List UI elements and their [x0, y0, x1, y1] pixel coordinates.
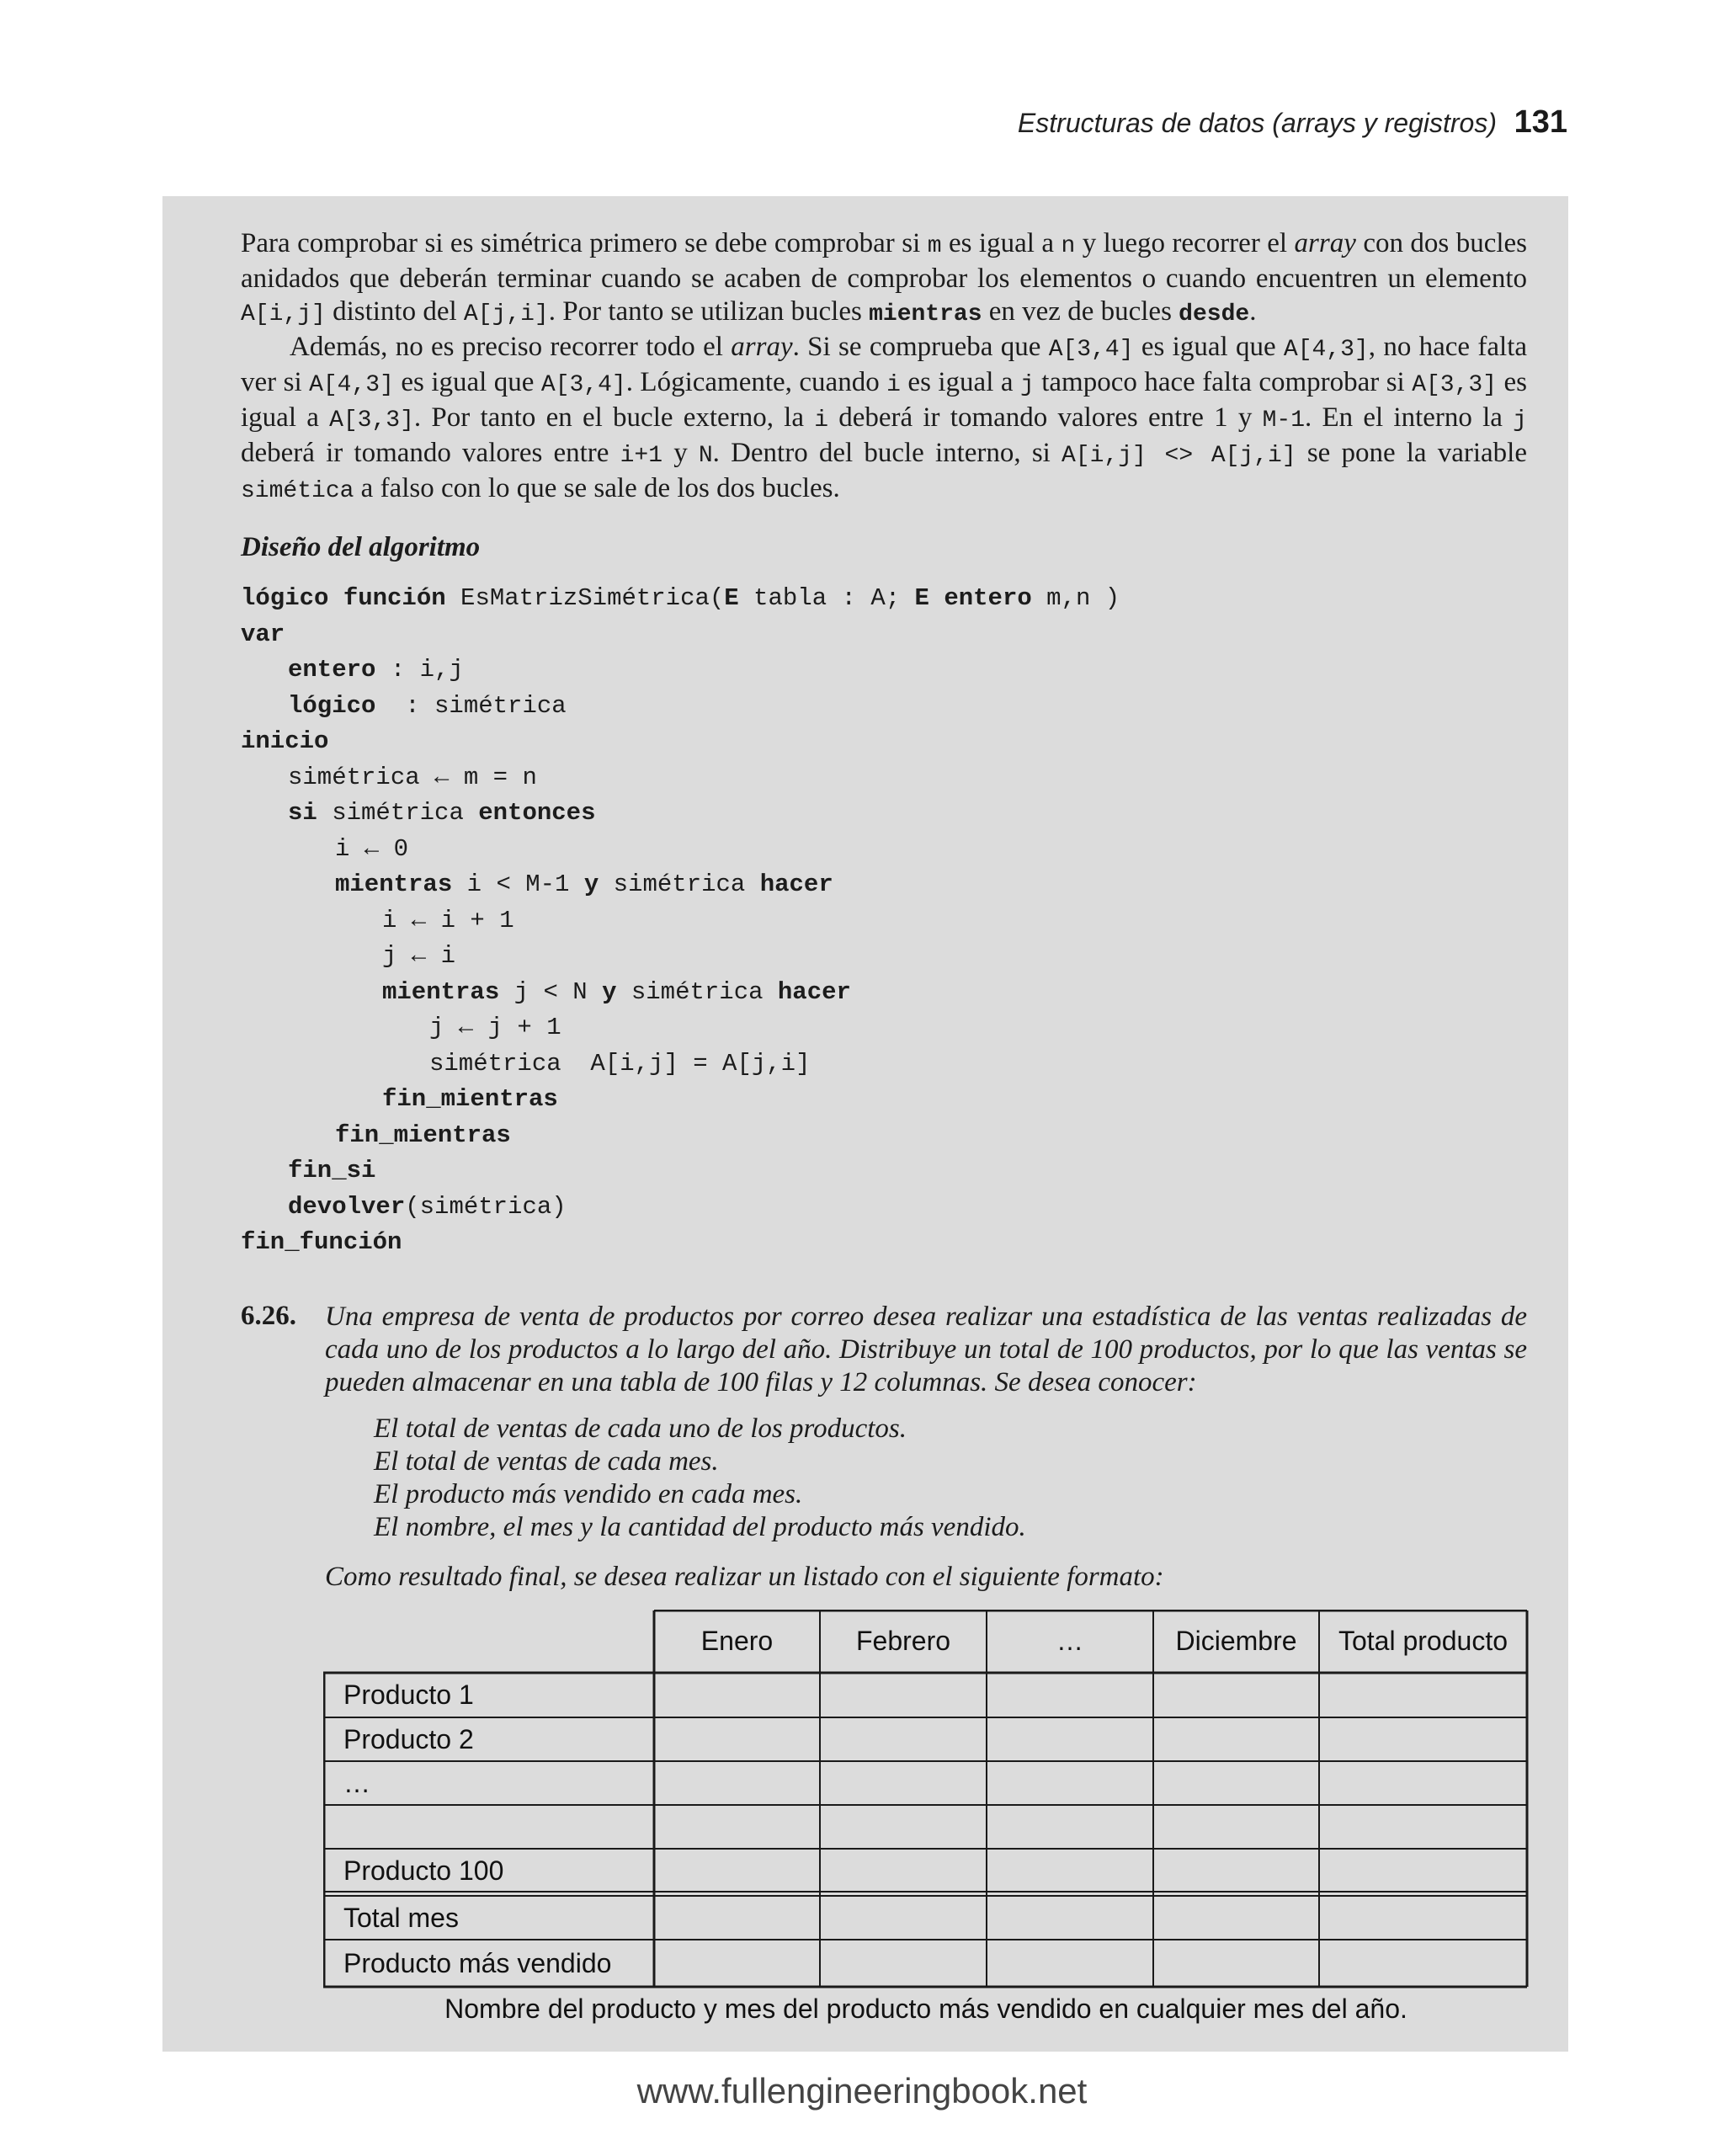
- code-line: devolver(simétrica): [288, 1192, 567, 1221]
- list-item: El producto más vendido en cada mes.: [374, 1479, 803, 1509]
- column-header: Diciembre: [1175, 1626, 1297, 1656]
- code-line: simétrica ← m = n: [288, 763, 537, 791]
- code-line: inicio: [241, 727, 329, 755]
- column-header: Total producto: [1338, 1626, 1508, 1656]
- section-title: Diseño del algoritmo: [241, 532, 481, 562]
- code-line: lógico : simétrica: [288, 691, 567, 720]
- exercise-number: 6.26.: [241, 1301, 296, 1331]
- running-title: Estructuras de datos (arrays y registros): [1017, 108, 1497, 138]
- listing-table: [323, 1610, 1529, 1988]
- row-label: Producto 100: [343, 1855, 504, 1886]
- column-header: Enero: [700, 1626, 774, 1656]
- code-line: fin_si: [288, 1157, 376, 1184]
- pseudocode-block: [241, 581, 1120, 1261]
- watermark: www.fullengineeringbook.net: [636, 2071, 1088, 2111]
- list-item: El nombre, el mes y la cantidad del producto más vendido.: [374, 1512, 1026, 1542]
- row-label: …: [343, 1767, 370, 1798]
- row-label: Total mes: [343, 1902, 459, 1933]
- table-row: [323, 1673, 654, 1717]
- code-line: var: [241, 620, 285, 648]
- code-line: j ← j + 1: [429, 1014, 561, 1041]
- table-header: [323, 1610, 1529, 1673]
- code-line: j ← i: [382, 942, 456, 970]
- table-row: [323, 1896, 654, 1940]
- page-number: 131: [1514, 104, 1567, 140]
- paragraph-1: Para comprobar si es simétrica primero se debe comprobar si m es igual a n y luego recorrer el array con dos bucles anidados que deberán terminar cuando se acaben de comprobar los elementos o cuando encuentren un elemento A[i,j] distinto del A[j,i]. Por tanto se utilizan bucles mientras en vez de bucles desde.: [241, 228, 1528, 327]
- code-line: fin_mientras: [335, 1121, 511, 1149]
- exercise-list: [374, 1413, 1026, 1544]
- code-line: entero : i,j: [288, 656, 464, 684]
- table-row: [323, 1761, 654, 1805]
- list-item: El total de ventas de cada uno de los productos.: [374, 1413, 907, 1444]
- row-label: Producto más vendido: [343, 1947, 612, 1978]
- table-footnote: Nombre del producto y mes del producto más vendido en cualquier mes del año.: [444, 1994, 1407, 2024]
- exercise-statement: Una empresa de venta de productos por correo desea realizar una estadística de las ventas realizadas de cada uno de los productos a lo largo del año. Distribuye un total de 100 productos, por lo que las ventas se pueden almacenar en una tabla de 100 filas y 12 columnas. Se desea conocer:: [325, 1302, 1527, 1397]
- row-label: [323, 1805, 654, 1849]
- explanation-text: [241, 227, 1527, 508]
- code-line: fin_función: [241, 1228, 402, 1256]
- code-line: mientras j < N y simétrica hacer: [382, 977, 851, 1006]
- code-line: i ← 0: [335, 834, 409, 863]
- row-label: Producto 2: [343, 1723, 474, 1754]
- column-header: …: [1056, 1626, 1083, 1656]
- row-label: Producto 1: [343, 1680, 474, 1710]
- code-line: simétrica A[i,j] = A[j,i]: [429, 1049, 811, 1078]
- code-line: lógico función EsMatrizSimétrica(E tabla : A; E entero m,n ): [241, 584, 1120, 612]
- code-line: si simétrica entonces: [288, 799, 596, 827]
- list-item: El total de ventas de cada mes.: [374, 1446, 719, 1477]
- code-line: fin_mientras: [382, 1085, 558, 1113]
- paragraph-2: Además, no es preciso recorrer todo el array. Si se comprueba que A[3,4] es igual que A[4,3], no hace falta ver si A[4,3] es igual que A[3,4]. Lógicamente, cuando i es igual a j tampoco hace falta comprobar si A[3,3] es igual a A[3,3]. Por tanto en el bucle externo, la i deberá ir tomando valores entre 1 y M-1. En el interno la j deberá ir tomando valores entre i+1 y N. Dentro del bucle interno, si A[i,j] <> A[j,i] se pone la variable simética a falso con lo que se sale de los dos bucles.: [241, 332, 1528, 504]
- code-line: i ← i + 1: [382, 906, 514, 934]
- code-line: mientras i < M-1 y simétrica hacer: [335, 870, 833, 898]
- result-intro: Como resultado final, se desea realizar un listado con el siguiente formato:: [325, 1562, 1164, 1592]
- table-row: [323, 1805, 654, 1849]
- column-header: Febrero: [855, 1626, 951, 1656]
- table-row: [323, 1717, 654, 1761]
- table-row: [323, 1940, 654, 1987]
- table-row: [323, 1849, 654, 1892]
